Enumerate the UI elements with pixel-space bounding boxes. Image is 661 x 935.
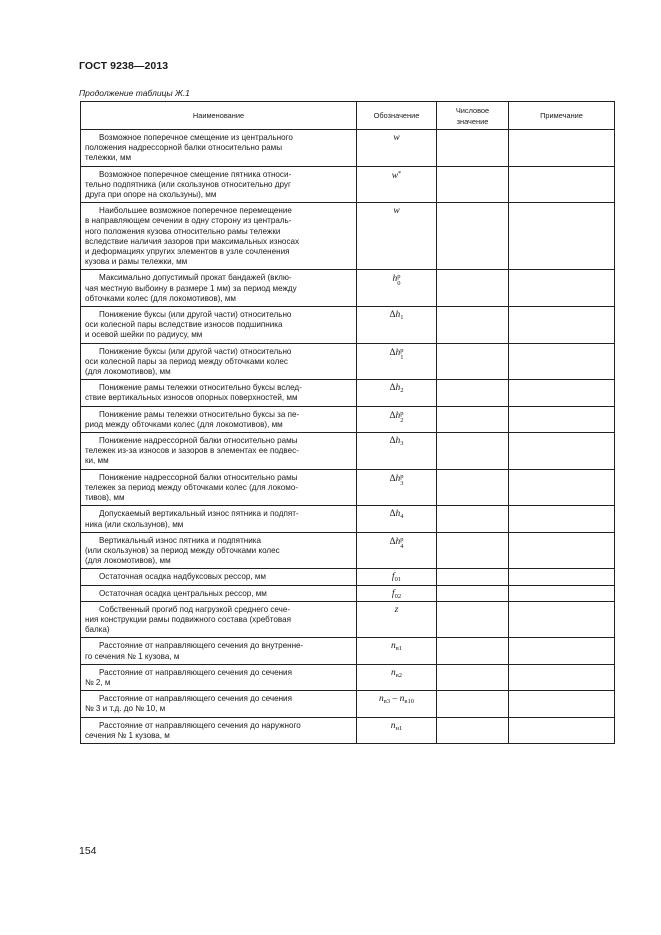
row-value-cell bbox=[437, 691, 509, 717]
row-value-cell bbox=[437, 638, 509, 664]
row-symbol bbox=[393, 273, 401, 287]
row-name-cell bbox=[81, 717, 357, 743]
symbol-subscript: в1 bbox=[395, 645, 403, 653]
row-value-cell bbox=[437, 433, 509, 470]
row-note-cell bbox=[509, 307, 615, 344]
row-value-cell bbox=[437, 506, 509, 532]
symbol-base: h bbox=[395, 410, 401, 421]
table-row bbox=[81, 307, 615, 344]
table-row bbox=[81, 203, 615, 270]
row-value-cell bbox=[437, 343, 509, 380]
symbol-base: n bbox=[390, 720, 396, 731]
table-row bbox=[81, 166, 615, 203]
row-name-cell bbox=[81, 130, 357, 167]
symbol-base: w bbox=[391, 170, 399, 181]
row-value-cell bbox=[437, 601, 509, 638]
row-symbol-cell bbox=[357, 307, 437, 344]
delta-symbol: Δ bbox=[389, 410, 396, 421]
symbol-base: n bbox=[390, 641, 396, 652]
row-note-cell bbox=[509, 469, 615, 506]
table-row bbox=[81, 585, 615, 601]
row-value-cell bbox=[437, 130, 509, 167]
symbol-index-stack bbox=[400, 536, 403, 550]
row-name-cell bbox=[81, 469, 357, 506]
row-name-text: Понижение надрессорной балки относительно рамы тележек за период между обточками колес (для локомо- тивов), мм bbox=[85, 472, 299, 503]
row-name-text: Возможное поперечное смещение пятника относи- тельно подпятника (или скользунов относительно друг друга при опоре на скользуны), мм bbox=[85, 169, 292, 200]
symbol-subscript: 3 bbox=[400, 479, 404, 487]
row-symbol-cell bbox=[357, 717, 437, 743]
symbol-subscript: 2 bbox=[400, 387, 404, 395]
header-value: Числовое значение bbox=[437, 102, 509, 130]
row-value-cell bbox=[437, 664, 509, 690]
row-value-cell bbox=[437, 717, 509, 743]
symbol-superscript: p bbox=[397, 273, 401, 281]
row-symbol bbox=[392, 572, 401, 583]
row-name-cell bbox=[81, 664, 357, 690]
table-row bbox=[81, 433, 615, 470]
table-row bbox=[81, 270, 615, 307]
row-value-cell bbox=[437, 270, 509, 307]
row-note-cell bbox=[509, 664, 615, 690]
row-name-text: Расстояние от направляющего сечения до сечения № 3 и т.д. до № 10, м bbox=[85, 694, 292, 714]
symbol-base: z bbox=[394, 604, 399, 615]
row-symbol bbox=[391, 641, 402, 652]
delta-symbol: Δ bbox=[389, 473, 396, 484]
row-symbol bbox=[392, 170, 402, 181]
row-symbol-cell bbox=[357, 664, 437, 690]
table-row bbox=[81, 532, 615, 569]
row-name-cell bbox=[81, 585, 357, 601]
table-caption: Продолжение таблицы Ж.1 bbox=[79, 88, 190, 98]
table-row bbox=[81, 469, 615, 506]
row-note-cell bbox=[509, 717, 615, 743]
row-symbol bbox=[392, 589, 401, 600]
row-symbol bbox=[391, 668, 402, 679]
row-value-cell bbox=[437, 307, 509, 344]
row-symbol-cell bbox=[357, 203, 437, 270]
row-name-text: Расстояние от направляющего сечения до внутренне- го сечения № 1 кузова, м bbox=[85, 641, 304, 661]
table-row bbox=[81, 717, 615, 743]
table-row bbox=[81, 691, 615, 717]
row-symbol-cell bbox=[357, 638, 437, 664]
row-symbol-cell bbox=[357, 406, 437, 432]
delta-symbol: Δ bbox=[389, 436, 396, 447]
row-name-text: Понижение надрессорной балки относительно рамы тележек из-за износов и зазоров в элементах ее подвес- ки, мм bbox=[85, 436, 299, 466]
symbol-subscript: 1 bbox=[400, 353, 404, 361]
table-row bbox=[81, 506, 615, 532]
row-name-cell bbox=[81, 569, 357, 585]
row-symbol-cell bbox=[357, 270, 437, 307]
row-value-cell bbox=[437, 380, 509, 406]
row-symbol-cell bbox=[357, 532, 437, 569]
header-name: Наименование bbox=[81, 102, 357, 130]
delta-symbol: Δ bbox=[389, 383, 396, 394]
symbol-base: f bbox=[391, 572, 395, 583]
row-symbol-cell bbox=[357, 469, 437, 506]
symbol-base: h bbox=[395, 383, 401, 394]
row-note-cell bbox=[509, 532, 615, 569]
row-name-text: Допускаемый вертикальный износ пятника и подпят- ника (или скользунов), мм bbox=[85, 509, 299, 529]
row-name-cell bbox=[81, 343, 357, 380]
row-note-cell bbox=[509, 380, 615, 406]
row-name-text: Возможное поперечное смещение из центрального положения надрессорной балки относительно рамы тележки, мм bbox=[85, 133, 293, 163]
row-symbol-cell bbox=[357, 691, 437, 717]
delta-symbol: Δ bbox=[389, 536, 396, 547]
row-note-cell bbox=[509, 433, 615, 470]
symbol-superscript: p bbox=[400, 535, 404, 543]
symbol-base: h bbox=[395, 310, 401, 321]
symbol-subscript: в3 bbox=[383, 698, 391, 706]
row-name-cell bbox=[81, 601, 357, 638]
symbol-subscript: н1 bbox=[395, 724, 403, 732]
symbol-index-stack bbox=[400, 410, 403, 424]
row-name-text: Понижение буксы (или другой части) относительно оси колесной пары за период между обточками колес (для локомотивов), мм bbox=[85, 346, 292, 377]
symbol-superscript: p bbox=[400, 472, 404, 480]
row-note-cell bbox=[509, 203, 615, 270]
symbol-superscript: p bbox=[400, 409, 404, 417]
row-note-cell bbox=[509, 406, 615, 432]
row-symbol bbox=[393, 206, 399, 216]
symbol-base: n bbox=[390, 667, 396, 678]
symbol-subscript: в10 bbox=[404, 698, 414, 706]
table-body bbox=[81, 130, 615, 744]
row-symbol-cell bbox=[357, 166, 437, 203]
row-name-cell bbox=[81, 270, 357, 307]
row-symbol bbox=[391, 721, 402, 732]
row-note-cell bbox=[509, 569, 615, 585]
row-name-text: Максимально допустимый прокат бандажей (вклю- чая местную выбоину в размере 1 мм) за период между обточками колес (для локомотивов), мм bbox=[85, 273, 297, 303]
row-name-cell bbox=[81, 638, 357, 664]
table-row bbox=[81, 406, 615, 432]
row-name-cell bbox=[81, 406, 357, 432]
row-value-cell bbox=[437, 569, 509, 585]
symbol-base: h bbox=[395, 436, 401, 447]
symbol-subscript: 1 bbox=[400, 314, 404, 322]
row-symbol-cell bbox=[357, 585, 437, 601]
row-value-cell bbox=[437, 166, 509, 203]
symbol-base: h bbox=[395, 347, 401, 358]
row-symbol-cell bbox=[357, 569, 437, 585]
symbol-base: w bbox=[393, 133, 400, 143]
standard-header: ГОСТ 9238—2013 bbox=[79, 60, 169, 72]
symbol-subscript: в2 bbox=[395, 671, 403, 679]
row-name-text: Остаточная осадка центральных рессор, мм bbox=[99, 588, 267, 598]
row-note-cell bbox=[509, 691, 615, 717]
row-value-cell bbox=[437, 203, 509, 270]
row-symbol bbox=[393, 133, 399, 143]
row-name-text: Понижение буксы (или другой части) относительно оси колесной пары вследствие износов подшипника и осевой шейки по радиусу, мм bbox=[85, 310, 292, 340]
symbol-base: h bbox=[395, 509, 401, 520]
row-value-cell bbox=[437, 406, 509, 432]
table-row bbox=[81, 664, 615, 690]
page-number: 154 bbox=[79, 845, 97, 857]
symbol-base: h bbox=[395, 536, 401, 547]
symbol-subscript: 02 bbox=[394, 592, 402, 600]
row-symbol bbox=[389, 383, 403, 394]
row-name-text: Остаточная осадка надбуксовых рессор, мм bbox=[99, 572, 266, 582]
table-header-row bbox=[81, 102, 615, 130]
row-symbol bbox=[379, 694, 414, 705]
row-name-cell bbox=[81, 203, 357, 270]
row-symbol-cell bbox=[357, 343, 437, 380]
row-note-cell bbox=[509, 506, 615, 532]
row-name-text: Собственный прогиб под нагрузкой среднего сече- ния конструкции рамы подвижного состава (хребтовая балка) bbox=[85, 604, 291, 635]
row-name-text: Понижение рамы тележки относительно буксы за пе- риод между обточками колес (для локомотивов), мм bbox=[85, 409, 300, 429]
symbol-index-stack bbox=[397, 273, 400, 287]
delta-symbol: Δ bbox=[389, 347, 396, 358]
row-note-cell bbox=[509, 270, 615, 307]
row-symbol bbox=[389, 509, 403, 520]
row-symbol-cell bbox=[357, 433, 437, 470]
symbol-base: f bbox=[391, 588, 395, 599]
row-name-text: Наибольшее возможное поперечное перемещение в направляющем сечении в одну сторону из централь- ного положения кузова относительно рамы тележки вследствие наличия зазоров при максимальных износах и деформациях упругих элементов в узле сочленения кузова и рамы тележки, мм bbox=[85, 206, 300, 267]
row-symbol bbox=[395, 605, 399, 615]
row-value-cell bbox=[437, 585, 509, 601]
symbol-base: h bbox=[392, 274, 398, 285]
row-name-text: Вертикальный износ пятника и подпятника (или скользунов) за период между обточками колес (для локомотивов), мм bbox=[85, 535, 280, 566]
row-name-text: Расстояние от направляющего сечения до наружного сечения № 1 кузова, м bbox=[85, 720, 301, 740]
parameters-table bbox=[80, 101, 615, 744]
row-name-cell bbox=[81, 433, 357, 470]
symbol-subscript: 4 bbox=[400, 542, 404, 550]
row-note-cell bbox=[509, 601, 615, 638]
symbol-base: h bbox=[395, 473, 401, 484]
row-value-cell bbox=[437, 469, 509, 506]
row-symbol-cell bbox=[357, 506, 437, 532]
symbol-subscript: 0 bbox=[397, 280, 401, 288]
symbol-base: w bbox=[393, 206, 400, 217]
row-symbol bbox=[389, 473, 403, 487]
row-note-cell bbox=[509, 130, 615, 167]
symbol-subscript: 3 bbox=[400, 440, 404, 448]
row-name-cell bbox=[81, 166, 357, 203]
symbol-superscript: p bbox=[400, 346, 404, 354]
row-note-cell bbox=[509, 343, 615, 380]
table-row bbox=[81, 130, 615, 167]
row-name-cell bbox=[81, 506, 357, 532]
delta-symbol: Δ bbox=[389, 310, 396, 321]
row-symbol bbox=[389, 347, 403, 361]
row-note-cell bbox=[509, 166, 615, 203]
table-row bbox=[81, 343, 615, 380]
row-symbol-cell bbox=[357, 130, 437, 167]
header-note: Примечание bbox=[509, 102, 615, 130]
row-symbol-cell bbox=[357, 380, 437, 406]
row-name-text: Расстояние от направляющего сечения до сечения № 2, м bbox=[85, 667, 292, 687]
symbol-index-stack bbox=[400, 347, 403, 361]
table-row bbox=[81, 638, 615, 664]
row-symbol-cell bbox=[357, 601, 437, 638]
row-value-cell bbox=[437, 532, 509, 569]
row-name-cell bbox=[81, 691, 357, 717]
row-name-cell bbox=[81, 532, 357, 569]
row-note-cell bbox=[509, 585, 615, 601]
range-separator: – bbox=[390, 694, 400, 705]
symbol-base: n bbox=[399, 694, 405, 705]
row-symbol bbox=[389, 436, 403, 447]
row-symbol bbox=[389, 536, 403, 550]
symbol-superscript: * bbox=[398, 169, 402, 177]
symbol-index-stack bbox=[400, 473, 403, 487]
header-symbol: Обозначение bbox=[357, 102, 437, 130]
table-row bbox=[81, 380, 615, 406]
symbol-base: n bbox=[379, 694, 384, 705]
row-symbol bbox=[389, 410, 403, 424]
row-name-cell bbox=[81, 380, 357, 406]
row-note-cell bbox=[509, 638, 615, 664]
row-symbol bbox=[389, 310, 403, 321]
row-name-text: Понижение рамы тележки относительно буксы вслед- ствие вертикальных износов опорных поверхностей, мм bbox=[85, 383, 302, 403]
table-row bbox=[81, 569, 615, 585]
table-row bbox=[81, 601, 615, 638]
symbol-subscript: 2 bbox=[400, 416, 404, 424]
delta-symbol: Δ bbox=[389, 509, 396, 520]
symbol-subscript: 4 bbox=[400, 513, 404, 521]
row-name-cell bbox=[81, 307, 357, 344]
symbol-subscript: 01 bbox=[394, 576, 402, 584]
